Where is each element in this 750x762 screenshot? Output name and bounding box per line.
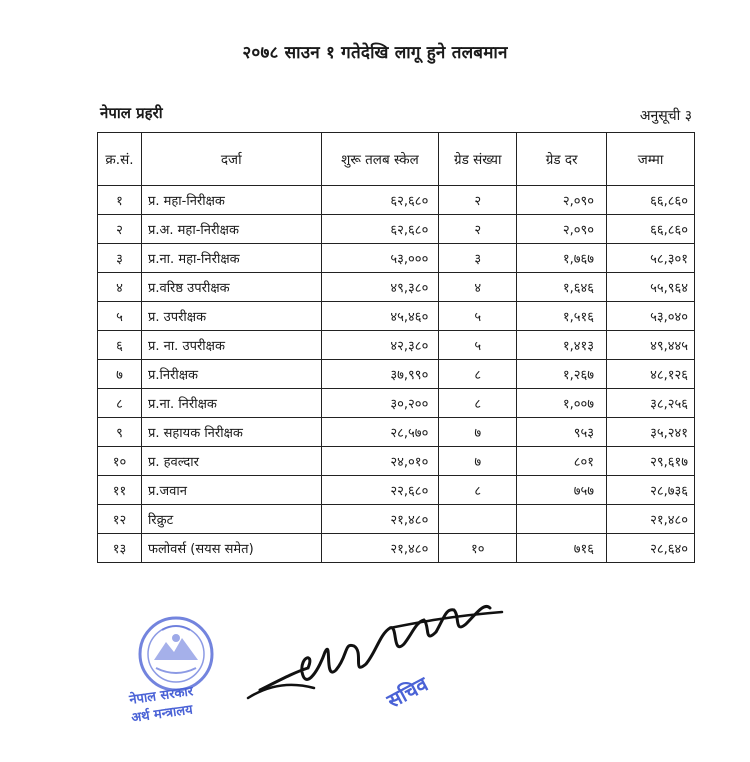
table-row bbox=[98, 389, 695, 418]
cell-rank: प्र. सहायक निरीक्षक bbox=[141, 418, 321, 447]
header-grade-count: ग्रेड संख्या bbox=[439, 133, 517, 186]
cell-grade-count: २ bbox=[439, 186, 517, 215]
cell-total: ५३,०४० bbox=[607, 302, 695, 331]
cell-serial: १० bbox=[98, 447, 142, 476]
header-rank: दर्जा bbox=[141, 133, 321, 186]
cell-serial: १३ bbox=[98, 534, 142, 563]
cell-rank: प्र.जवान bbox=[141, 476, 321, 505]
cell-grade-count: ८ bbox=[439, 360, 517, 389]
cell-grade-rate: ७५७ bbox=[517, 476, 607, 505]
cell-total: ३५,२४१ bbox=[607, 418, 695, 447]
cell-grade-rate: १,२६७ bbox=[517, 360, 607, 389]
cell-starting-scale: २२,६८० bbox=[321, 476, 439, 505]
cell-total: २१,४८० bbox=[607, 505, 695, 534]
cell-total: ४९,४४५ bbox=[607, 331, 695, 360]
cell-starting-scale: ४५,४६० bbox=[321, 302, 439, 331]
cell-serial: १२ bbox=[98, 505, 142, 534]
cell-grade-count: २ bbox=[439, 215, 517, 244]
cell-serial: ७ bbox=[98, 360, 142, 389]
cell-serial: २ bbox=[98, 215, 142, 244]
organization-name: नेपाल प्रहरी bbox=[100, 104, 163, 122]
cell-starting-scale: ४९,३८० bbox=[321, 273, 439, 302]
cell-serial: ३ bbox=[98, 244, 142, 273]
table-header-row bbox=[98, 133, 695, 186]
cell-starting-scale: २८,५७० bbox=[321, 418, 439, 447]
cell-grade-rate: १,५१६ bbox=[517, 302, 607, 331]
table-row bbox=[98, 505, 695, 534]
cell-rank: प्र.अ. महा-निरीक्षक bbox=[141, 215, 321, 244]
table-row bbox=[98, 418, 695, 447]
cell-total: ३८,२५६ bbox=[607, 389, 695, 418]
table-row bbox=[98, 447, 695, 476]
cell-rank: प्र.ना. निरीक्षक bbox=[141, 389, 321, 418]
cell-grade-count: ५ bbox=[439, 302, 517, 331]
schedule-label: अनुसूची ३ bbox=[639, 108, 692, 124]
cell-rank: रिक्रुट bbox=[141, 505, 321, 534]
cell-grade-count: ८ bbox=[439, 389, 517, 418]
cell-grade-rate: २,०९० bbox=[517, 186, 607, 215]
cell-starting-scale: २१,४८० bbox=[321, 505, 439, 534]
cell-grade-count: ७ bbox=[439, 418, 517, 447]
document-title: २०७८ साउन १ गतेदेखि लागू हुने तलबमान bbox=[242, 43, 508, 63]
cell-rank: प्र.ना. महा-निरीक्षक bbox=[141, 244, 321, 273]
cell-grade-rate: १,६४६ bbox=[517, 273, 607, 302]
cell-total: ६६,८६० bbox=[607, 215, 695, 244]
cell-grade-rate: १,४१३ bbox=[517, 331, 607, 360]
cell-serial: ८ bbox=[98, 389, 142, 418]
cell-grade-count: १० bbox=[439, 534, 517, 563]
header-starting-scale: शुरू तलब स्केल bbox=[321, 133, 439, 186]
svg-text:नेपाल सरकार: नेपाल सरकार bbox=[128, 684, 195, 708]
government-seal bbox=[124, 612, 234, 727]
cell-grade-count: ३ bbox=[439, 244, 517, 273]
cell-starting-scale: ५३,००० bbox=[321, 244, 439, 273]
cell-serial: ५ bbox=[98, 302, 142, 331]
cell-serial: १ bbox=[98, 186, 142, 215]
cell-grade-rate: ९५३ bbox=[517, 418, 607, 447]
cell-starting-scale: ४२,३८० bbox=[321, 331, 439, 360]
cell-grade-count: ७ bbox=[439, 447, 517, 476]
cell-total: २९,६१७ bbox=[607, 447, 695, 476]
cell-rank: प्र. उपरीक्षक bbox=[141, 302, 321, 331]
cell-total: ५५,९६४ bbox=[607, 273, 695, 302]
cell-rank: प्र. महा-निरीक्षक bbox=[141, 186, 321, 215]
svg-text:अर्थ मन्त्रालय: अर्थ मन्त्रालय bbox=[130, 702, 194, 726]
table-row bbox=[98, 360, 695, 389]
cell-total: २८,७३६ bbox=[607, 476, 695, 505]
cell-grade-rate bbox=[517, 505, 607, 534]
cell-starting-scale: ६२,६८० bbox=[321, 186, 439, 215]
cell-grade-rate: २,०९० bbox=[517, 215, 607, 244]
cell-rank: प्र. हवल्दार bbox=[141, 447, 321, 476]
cell-total: २८,६४० bbox=[607, 534, 695, 563]
cell-total: ६६,८६० bbox=[607, 186, 695, 215]
table-row bbox=[98, 476, 695, 505]
cell-serial: ९ bbox=[98, 418, 142, 447]
pay-scale-table bbox=[97, 132, 695, 563]
cell-starting-scale: २४,०१० bbox=[321, 447, 439, 476]
table-row bbox=[98, 273, 695, 302]
cell-serial: ११ bbox=[98, 476, 142, 505]
cell-rank: प्र.निरीक्षक bbox=[141, 360, 321, 389]
cell-total: ४८,१२६ bbox=[607, 360, 695, 389]
table-row bbox=[98, 244, 695, 273]
table-row bbox=[98, 186, 695, 215]
cell-grade-count: ५ bbox=[439, 331, 517, 360]
cell-total: ५८,३०१ bbox=[607, 244, 695, 273]
cell-grade-count: ४ bbox=[439, 273, 517, 302]
cell-serial: ४ bbox=[98, 273, 142, 302]
cell-grade-rate: १,७६७ bbox=[517, 244, 607, 273]
header-serial: क्र.सं. bbox=[98, 133, 142, 186]
table-body bbox=[98, 186, 695, 563]
cell-rank: प्र.वरिष्ठ उपरीक्षक bbox=[141, 273, 321, 302]
cell-rank: प्र. ना. उपरीक्षक bbox=[141, 331, 321, 360]
cell-grade-count: ८ bbox=[439, 476, 517, 505]
cell-grade-rate: ७१६ bbox=[517, 534, 607, 563]
table-row bbox=[98, 331, 695, 360]
cell-grade-count bbox=[439, 505, 517, 534]
header-grade-rate: ग्रेड दर bbox=[517, 133, 607, 186]
cell-starting-scale: ३७,९९० bbox=[321, 360, 439, 389]
table-row bbox=[98, 215, 695, 244]
table-row bbox=[98, 302, 695, 331]
cell-grade-rate: १,००७ bbox=[517, 389, 607, 418]
cell-starting-scale: ३०,२०० bbox=[321, 389, 439, 418]
header-total: जम्मा bbox=[607, 133, 695, 186]
table-row bbox=[98, 534, 695, 563]
cell-serial: ६ bbox=[98, 331, 142, 360]
signatory-title: सचिव bbox=[382, 671, 432, 713]
cell-starting-scale: ६२,६८० bbox=[321, 215, 439, 244]
cell-starting-scale: २१,४८० bbox=[321, 534, 439, 563]
signature bbox=[240, 572, 510, 732]
cell-grade-rate: ८०१ bbox=[517, 447, 607, 476]
cell-rank: फलोवर्स (सयस समेत) bbox=[141, 534, 321, 563]
